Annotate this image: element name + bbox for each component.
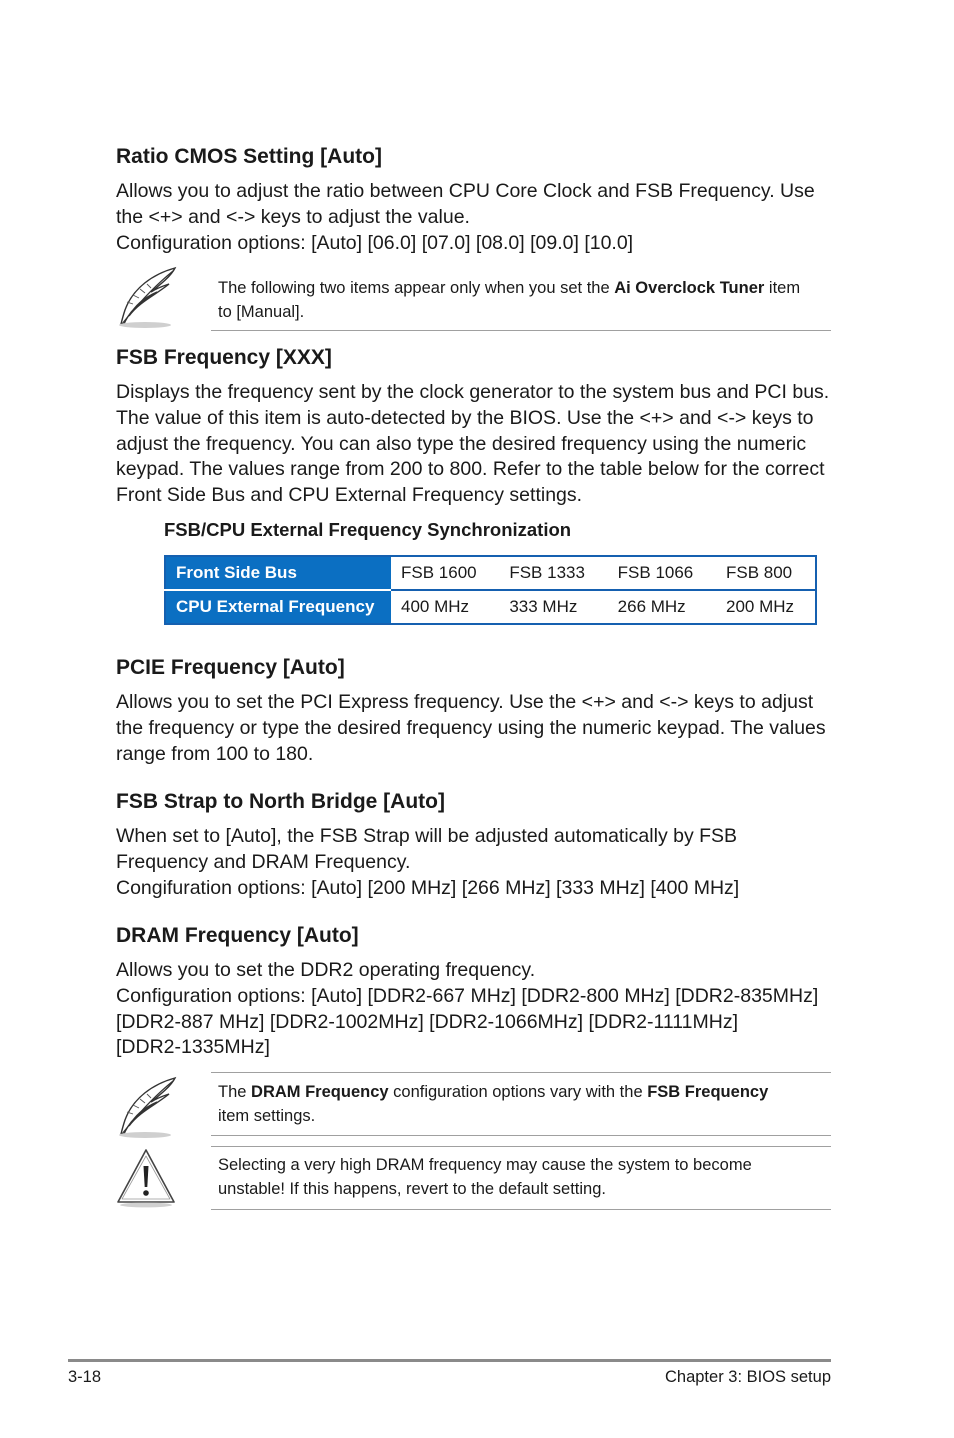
page-number: 3-18: [68, 1368, 102, 1386]
body-line: range from 100 to 180.: [116, 742, 314, 765]
body-line: keypad. The values range from 200 to 800. Refer to the table below for the correct: [116, 458, 825, 481]
section-heading-fsb-strap: FSB Strap to North Bridge [Auto]: [116, 790, 445, 813]
note-dram-frequency: [211, 1072, 831, 1137]
section-heading-ratio-cmos: Ratio CMOS Setting [Auto]: [116, 145, 382, 168]
body-line: the frequency or type the desired frequency using the numeric keypad. The values: [116, 716, 826, 739]
table-cell: FSB 1066: [608, 556, 716, 590]
note-divider: [211, 1135, 831, 1136]
section-body-fsb-frequency: [116, 380, 829, 509]
note-bold-term: Ai Overclock Tuner: [614, 279, 765, 297]
section-heading-dram-frequency: DRAM Frequency [Auto]: [116, 924, 359, 947]
note-divider: [211, 1072, 831, 1073]
table-cell: 400 MHz: [401, 597, 470, 616]
table-cell: FSB 1333: [499, 556, 607, 590]
body-line: Displays the frequency sent by the clock generator to the system bus and PCI bus.: [116, 381, 830, 403]
note-feather-icon: [113, 266, 181, 330]
body-line: Allows you to set the DDR2 operating frequency.: [116, 959, 536, 981]
chapter-title: Chapter 3: BIOS setup: [664, 1368, 831, 1386]
section-heading-fsb-frequency: FSB Frequency [XXX]: [116, 346, 332, 369]
body-line: When set to [Auto], the FSB Strap will be adjusted automatically by FSB: [116, 825, 738, 847]
note-ai-overclock: [211, 266, 831, 331]
body-line: Congifuration options: [Auto] [200 MHz] [266 MHz] [333 MHz] [400 MHz]: [116, 876, 740, 899]
table-caption: FSB/CPU External Frequency Synchronization: [164, 519, 572, 540]
note-divider: [211, 1209, 831, 1210]
table-cell: FSB 800: [716, 556, 816, 590]
body-line: The value of this item is auto-detected by the BIOS. Use the <+> and <-> keys to: [116, 406, 814, 429]
warning-note: [211, 1146, 831, 1210]
note-text: The following two items appear only when you set the: [218, 279, 615, 297]
body-line: [DDR2-1335MHz]: [116, 1036, 270, 1059]
body-line: adjust the frequency. You can also type the desired frequency using the numeric: [116, 432, 807, 455]
table-cell: FSB 1600: [391, 556, 499, 590]
section-body-pcie-frequency: [116, 690, 826, 767]
table-cell: 333 MHz: [509, 597, 578, 616]
row-label: Front Side Bus: [165, 556, 391, 590]
table-row: [165, 590, 816, 624]
row-label: CPU External Frequency: [165, 590, 391, 624]
note-bold-term: FSB Frequency: [647, 1083, 769, 1101]
warning-text: unstable! If this happens, revert to the default setting.: [218, 1179, 606, 1198]
table-cell: 266 MHz: [617, 597, 686, 616]
table-cell: 200 MHz: [725, 597, 795, 616]
note-text: item settings.: [218, 1106, 316, 1125]
table-row: [165, 556, 816, 590]
fsb-cpu-frequency-table: [164, 555, 817, 625]
note-feather-icon: [113, 1076, 181, 1140]
body-line: Frequency and DRAM Frequency.: [116, 850, 411, 873]
note-text: to [Manual].: [218, 302, 305, 321]
section-body-fsb-strap: [116, 824, 739, 901]
body-line: [DDR2-887 MHz] [DDR2-1002MHz] [DDR2-1066MHz] [DDR2-1111MHz]: [116, 1010, 738, 1033]
footer-divider: [68, 1359, 831, 1362]
body-line: Allows you to set the PCI Express frequency. Use the <+> and <-> keys to adjust: [116, 691, 814, 713]
body-line: Front Side Bus and CPU External Frequency settings.: [116, 484, 583, 507]
section-body-dram-frequency: [116, 958, 818, 1061]
section-body-ratio-cmos: [116, 179, 815, 256]
body-line: Configuration options: [Auto] [DDR2-667 MHz] [DDR2-800 MHz] [DDR2-835MHz]: [116, 984, 819, 1007]
body-line: Allows you to adjust the ratio between CPU Core Clock and FSB Frequency. Use: [116, 180, 815, 202]
note-divider: [211, 1146, 831, 1147]
note-bold-term: DRAM Frequency: [251, 1083, 389, 1101]
warning-text: Selecting a very high DRAM frequency may cause the system to become: [218, 1156, 752, 1174]
body-line: the <+> and <-> keys to adjust the value.: [116, 205, 470, 228]
body-line: Configuration options: [Auto] [06.0] [07.0] [08.0] [09.0] [10.0]: [116, 231, 634, 254]
note-divider: [211, 330, 831, 331]
section-heading-pcie-frequency: PCIE Frequency [Auto]: [116, 656, 345, 679]
warning-icon: [114, 1146, 178, 1208]
note-text: configuration options vary with the: [388, 1083, 648, 1101]
note-text: item: [764, 279, 801, 297]
note-text: The: [218, 1083, 252, 1101]
